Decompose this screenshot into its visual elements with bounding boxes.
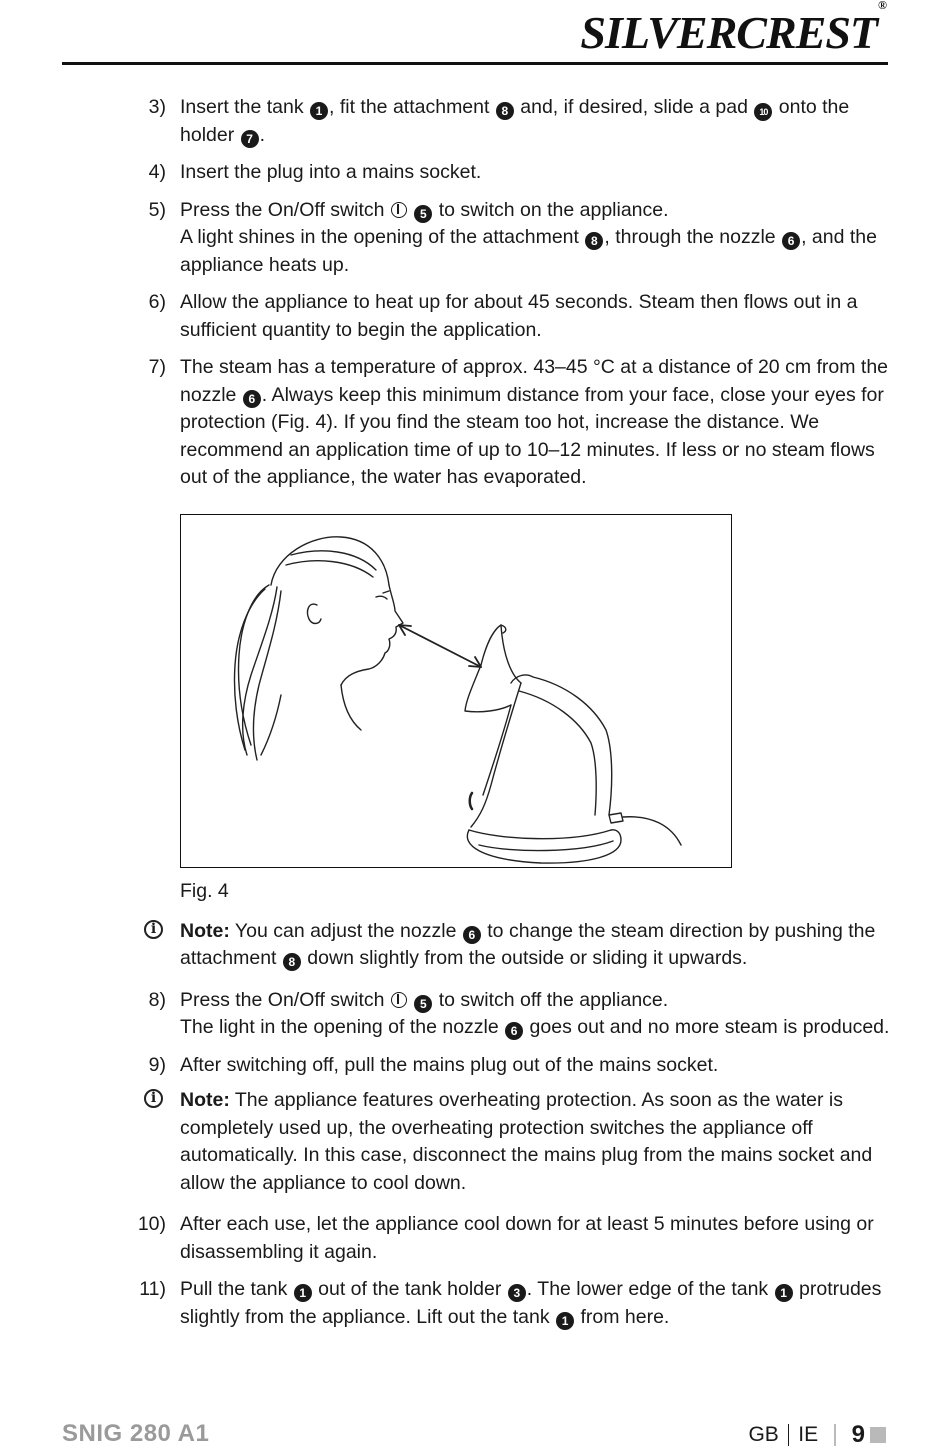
note-text: down slightly from the outside or sliding it upwards.: [301, 947, 748, 969]
step-5: [0, 197, 950, 280]
part-number-badge: 3: [508, 1284, 526, 1302]
part-number-badge: 1: [775, 1284, 793, 1302]
step-3: [0, 94, 950, 149]
part-number-badge: 1: [556, 1312, 574, 1330]
step-number: 8): [148, 988, 166, 1011]
brand-first: SILVER: [580, 7, 737, 58]
power-icon: [391, 992, 407, 1008]
model-number: SNIG 280 A1: [62, 1420, 210, 1447]
figure-caption: Fig. 4: [180, 879, 229, 902]
part-number-badge: 5: [414, 995, 432, 1013]
step-number: 3): [148, 96, 166, 118]
funnel-attachment: [481, 625, 521, 683]
part-number-badge: 6: [505, 1022, 523, 1040]
step-text: . The lower edge of the tank: [526, 1278, 774, 1300]
divider: [788, 1424, 790, 1446]
part-number-badge: 8: [283, 953, 301, 971]
page-square-icon: [870, 1427, 886, 1443]
brand-logo: [580, 0, 886, 59]
step-text: Pull the tank: [180, 1278, 293, 1300]
part-number-badge: 5: [414, 205, 432, 223]
language-ie: IE: [798, 1423, 819, 1446]
step-text: After each use, let the appliance cool down for at least 5 minutes before using or disassembling it again.: [180, 1213, 874, 1263]
part-number-badge: 8: [585, 232, 603, 250]
note-label: Note:: [180, 919, 230, 942]
step-6: [0, 289, 950, 344]
step-text: goes out and no more steam is produced.: [524, 1016, 890, 1038]
step-text: , fit the attachment: [329, 96, 495, 118]
step-10: [0, 1211, 950, 1266]
step-text: Insert the plug into a mains socket.: [180, 161, 482, 183]
step-text: Press the On/Off switch: [180, 198, 390, 221]
step-text: Allow the appliance to heat up for about 45 seconds. Steam then flows out in a sufficient quantity to begin the application.: [180, 291, 858, 341]
power-cord: [609, 813, 623, 823]
note-1: [0, 918, 950, 973]
part-number-badge: 6: [463, 926, 481, 944]
step-11: [0, 1276, 950, 1331]
step-9: [0, 1052, 950, 1080]
step-number: 11): [139, 1278, 166, 1300]
step-text: A light shines in the opening of the attachment: [180, 226, 585, 248]
info-icon: i: [144, 920, 163, 939]
step-number: 10): [137, 1213, 166, 1235]
face-profile: [341, 585, 403, 685]
part-number-badge: 1: [310, 102, 328, 120]
distance-arrow: [399, 625, 481, 667]
step-number: 9): [148, 1053, 166, 1076]
note-text: to change the steam direction by pushing the attachment: [180, 919, 876, 969]
language-gb: GB: [748, 1423, 779, 1446]
face-steamer-drawing: [181, 515, 733, 869]
page-number: 9: [851, 1421, 865, 1448]
step-text: .: [259, 123, 266, 146]
step-text: , through the nozzle: [604, 226, 782, 248]
step-text: and, if desired, slide a pad: [514, 96, 754, 118]
step-text: to switch off the appliance.: [433, 988, 669, 1011]
part-number-badge: 7: [241, 130, 259, 148]
step-7: [0, 354, 950, 492]
step-text: protrudes slightly from the appliance. Lift out the tank: [180, 1278, 882, 1328]
instructions: [0, 94, 950, 1331]
power-icon: [391, 202, 407, 218]
page-footer: [748, 1421, 886, 1449]
step-number: 4): [148, 161, 166, 183]
brand-mark: ®: [878, 0, 886, 13]
step-text: After switching off, pull the mains plug out of the mains socket.: [180, 1053, 719, 1076]
part-number-badge: 6: [782, 232, 800, 250]
note-text: The appliance features overheating protection. As soon as the water is completely used up, the overheating protection switches the appliance off automatically. In this case, disconnect the mains plug from the mains socket and allow the appliance to cool down.: [180, 1089, 873, 1194]
note-label: Note:: [180, 1089, 230, 1111]
part-number-badge: 10: [754, 103, 772, 121]
note-2: [0, 1087, 950, 1197]
divider: [834, 1424, 836, 1446]
step-number: 5): [148, 198, 166, 221]
step-text: Insert the tank: [180, 96, 309, 118]
note-text: You can adjust the nozzle: [229, 919, 462, 942]
step-text: from here.: [575, 1305, 670, 1328]
step-text: onto the holder: [180, 96, 850, 146]
step-text: to switch on the appliance.: [433, 198, 669, 221]
step-4: [0, 159, 950, 187]
step-text: Press the On/Off switch: [180, 988, 390, 1011]
step-text: out of the tank holder: [312, 1278, 507, 1300]
figure-4-illustration: [180, 514, 732, 868]
step-8: [0, 987, 950, 1042]
step-text: The steam has a temperature of approx. 43–45 °C at a distance of 20 cm from the nozzle: [180, 356, 889, 406]
step-text: The light in the opening of the nozzle: [180, 1016, 505, 1038]
step-text: , and the appliance heats up.: [180, 226, 877, 276]
brand-second: CREST: [736, 7, 878, 58]
step-number: 7): [148, 356, 166, 378]
part-number-badge: 1: [294, 1284, 312, 1302]
header-rule: [62, 62, 888, 65]
part-number-badge: 6: [243, 390, 261, 408]
step-text: . Always keep this minimum distance from your face, close your eyes for protection (Fig. 4). If you find the steam too hot, increase the distance. We recommend an application time of up to 10–12 minutes. If less or no steam flows out of the appliance, the water has evaporated.: [180, 383, 884, 488]
info-icon: i: [144, 1089, 163, 1108]
step-number: 6): [148, 291, 166, 313]
part-number-badge: 8: [496, 102, 514, 120]
